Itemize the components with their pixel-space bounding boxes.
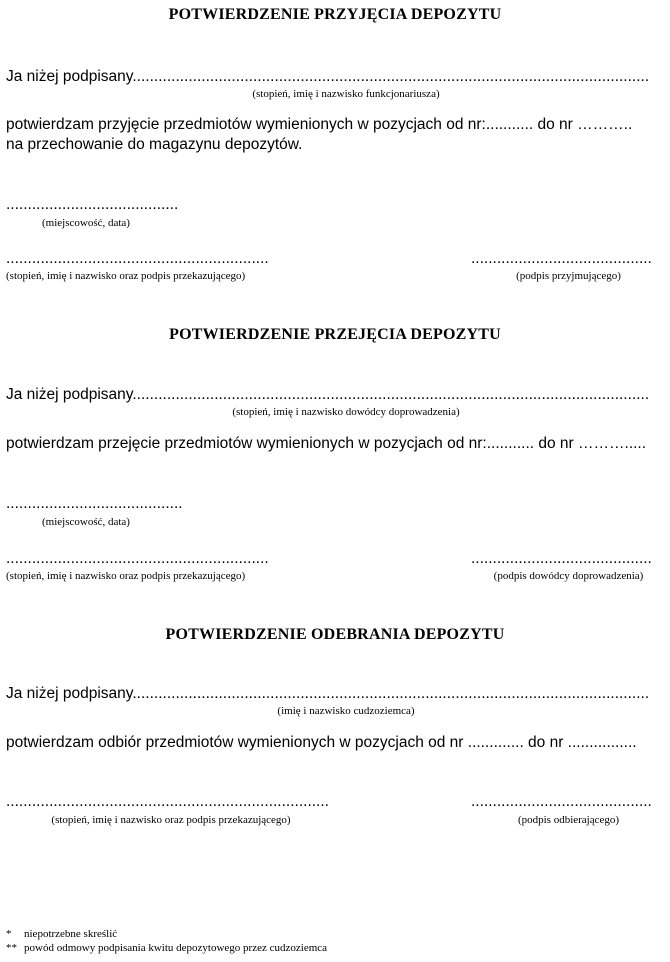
footnote-1-text: niepotrzebne skreślić bbox=[24, 928, 118, 940]
footnote-1 bbox=[6, 928, 117, 940]
section-3-right-signature-caption: (podpis odbierającego) bbox=[517, 814, 620, 826]
section-3-heading: POTWIERDZENIE ODEBRANIA DEPOZYTU bbox=[165, 626, 505, 643]
section-1-right-signature-line: .......................................... bbox=[471, 250, 652, 267]
section-2-place-caption: (miejscowość, data) bbox=[42, 516, 130, 528]
section-1-body-line-1: potwierdzam przyjęcie przedmiotów wymienionych w pozycjach od nr:........... do nr ……….. bbox=[6, 116, 633, 133]
section-2-left-signature-line: ............................................................. bbox=[6, 550, 269, 567]
section-3-left-signature-line: ........................................................................... bbox=[6, 793, 329, 810]
section-1-place-line: ........................................ bbox=[6, 196, 179, 213]
section-1-left-signature-line: ............................................................. bbox=[6, 250, 269, 267]
section-2-body-line-1: potwierdzam przejęcie przedmiotów wymienionych w pozycjach od nr:........... do nr ………..... bbox=[6, 435, 647, 452]
section-1-place-caption: (miejscowość, data) bbox=[42, 217, 130, 229]
footnote-2-marker: ** bbox=[6, 942, 17, 954]
section-1-heading: POTWIERDZENIE PRZYJĘCIA DEPOZYTU bbox=[168, 6, 502, 23]
section-1-body-line-2: na przechowanie do magazynu depozytów. bbox=[6, 136, 303, 153]
section-2-name-caption: (stopień, imię i nazwisko dowódcy doprowadzenia) bbox=[232, 406, 460, 418]
footnote-2 bbox=[6, 942, 327, 954]
section-2-right-signature-caption: (podpis dowódcy doprowadzenia) bbox=[493, 570, 644, 582]
section-2-right-signature-line: .......................................... bbox=[471, 550, 652, 567]
footnote-2-text: powód odmowy podpisania kwitu depozytowego przez cudzoziemca bbox=[24, 942, 328, 954]
section-2-left-signature-caption: (stopień, imię i nazwisko oraz podpis przekazującego) bbox=[6, 570, 246, 582]
section-2-heading: POTWIERDZENIE PRZEJĘCIA DEPOZYTU bbox=[169, 326, 501, 343]
section-1-right-signature-caption: (podpis przyjmującego) bbox=[516, 270, 621, 282]
footnote-1-marker: * bbox=[6, 928, 12, 940]
section-2-name-line: Ja niżej podpisany........................................................................................................................ bbox=[6, 386, 650, 403]
section-1-left-signature-caption: (stopień, imię i nazwisko oraz podpis przekazującego) bbox=[6, 270, 246, 282]
section-1-name-line: Ja niżej podpisany........................................................................................................................ bbox=[6, 68, 650, 85]
section-3-name-caption: (imię i nazwisko cudzoziemca) bbox=[277, 705, 415, 717]
section-2-place-line: ......................................... bbox=[6, 495, 183, 512]
section-3-right-signature-line: .......................................... bbox=[471, 793, 652, 810]
section-1-name-caption: (stopień, imię i nazwisko funkcjonariusza) bbox=[252, 88, 440, 100]
section-3-name-line: Ja niżej podpisany........................................................................................................................ bbox=[6, 685, 650, 702]
section-3-left-signature-caption: (stopień, imię i nazwisko oraz podpis przekazującego) bbox=[51, 814, 291, 826]
section-3-body-line-1: potwierdzam odbiór przedmiotów wymienionych w pozycjach od nr ............. do nr ................ bbox=[6, 734, 637, 751]
